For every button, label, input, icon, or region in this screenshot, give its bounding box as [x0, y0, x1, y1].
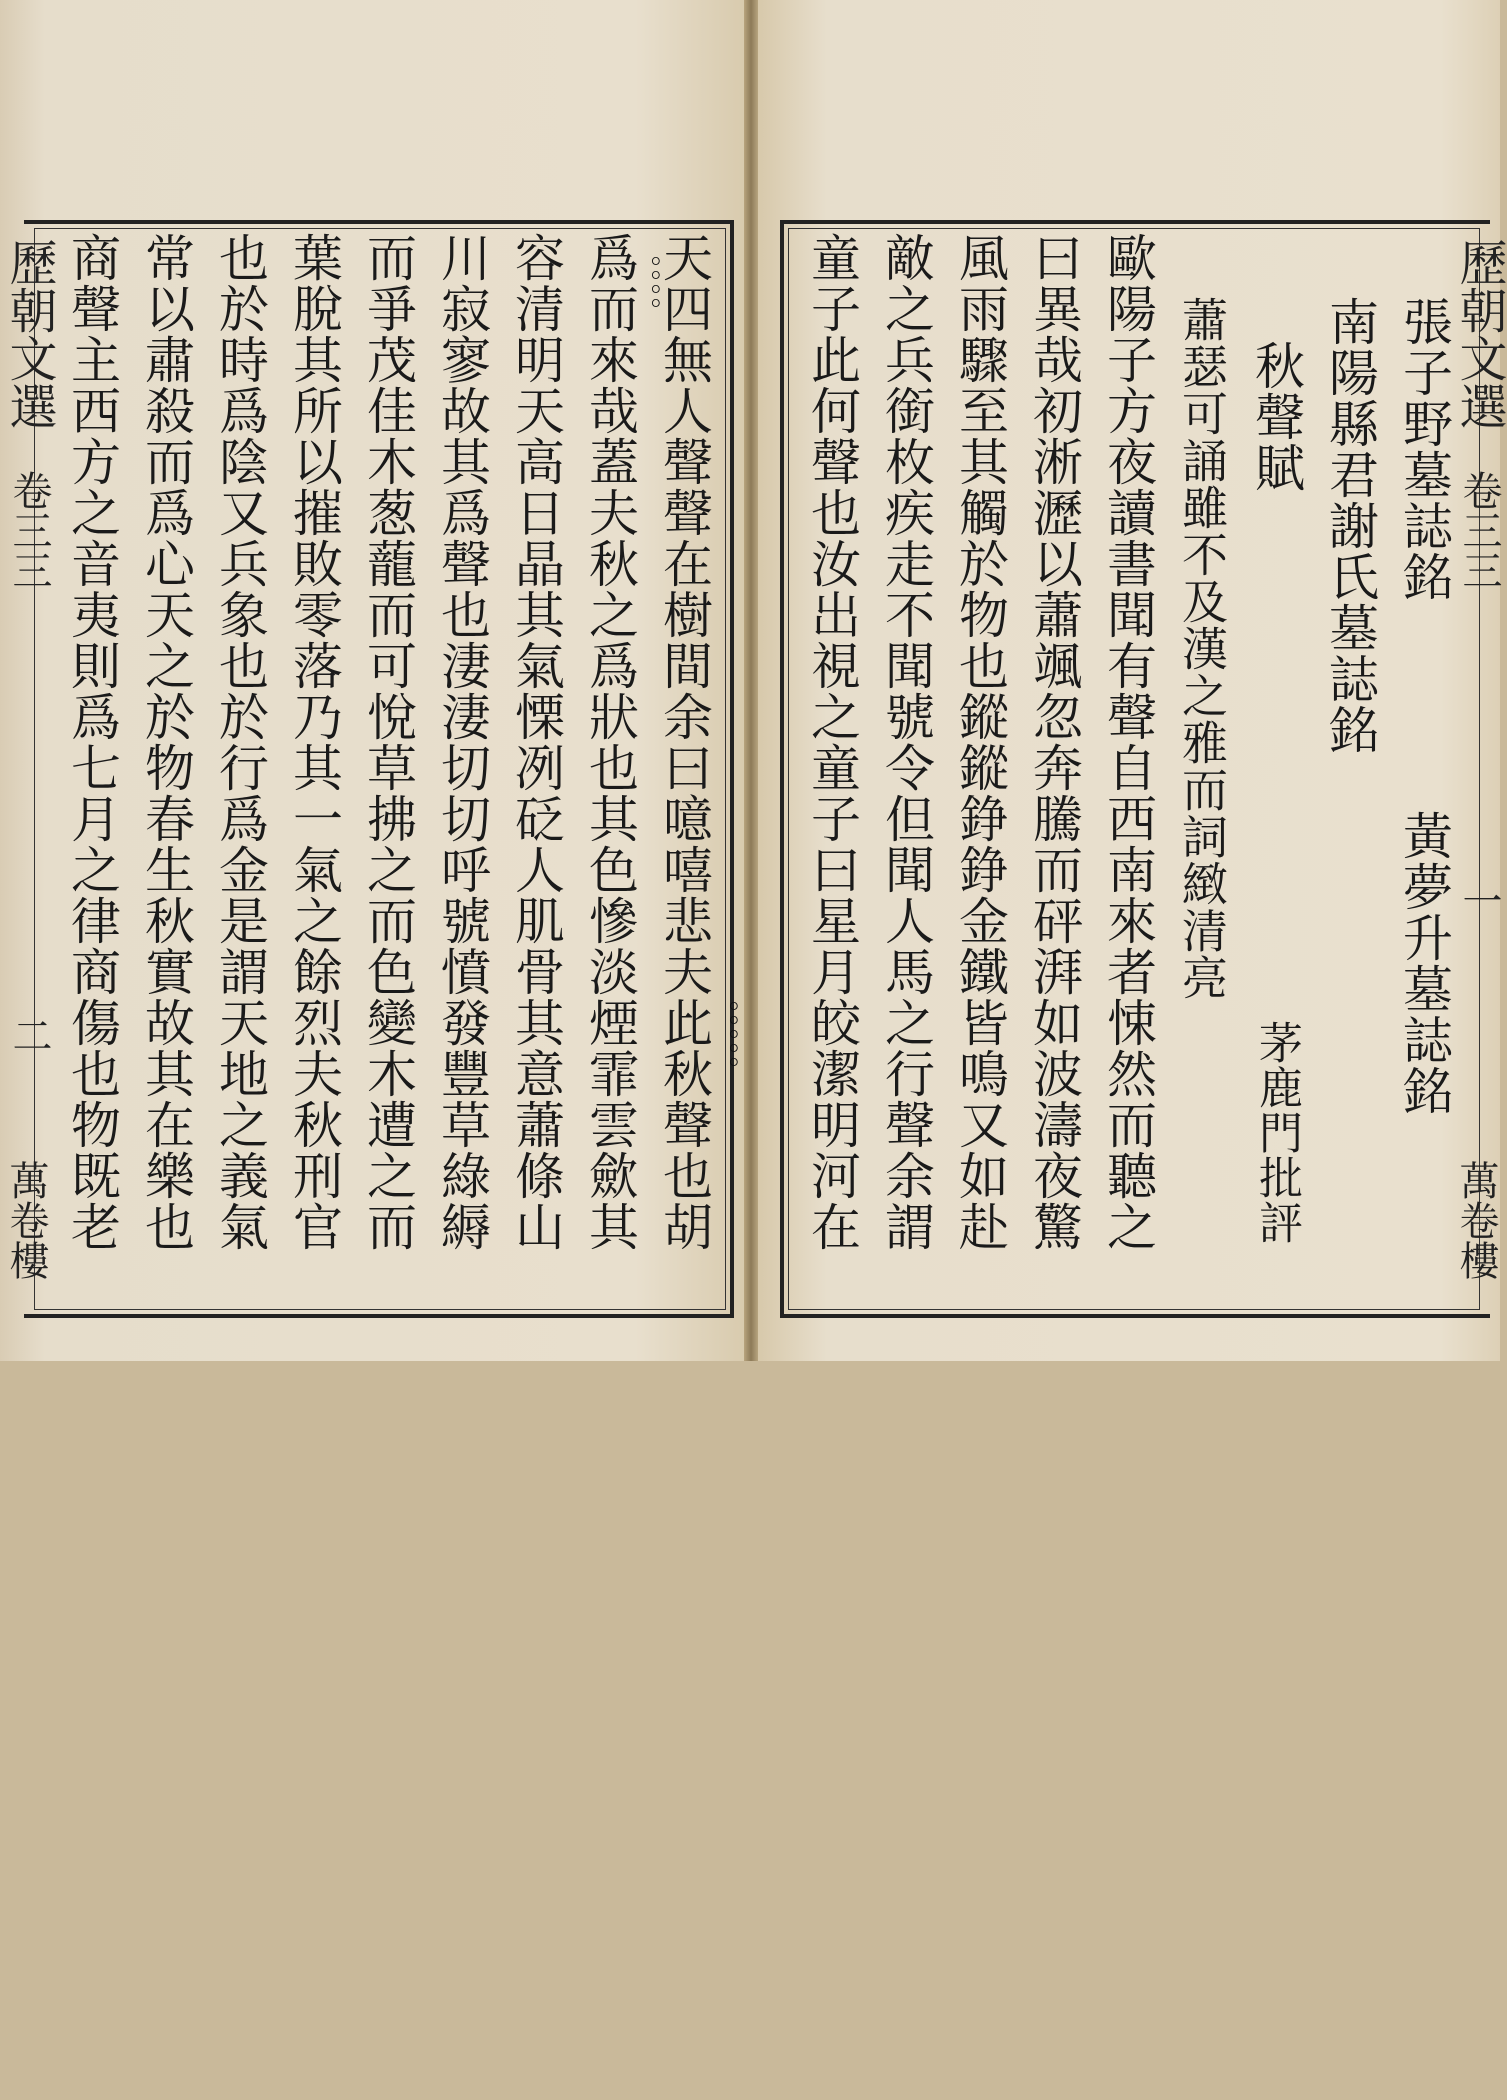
right-column-3: 黃夢升墓誌銘 [1395, 810, 1453, 1116]
right-column-6: 蕭瑟可誦雖不及漢之雅而詞緻清亮 [1175, 296, 1229, 1001]
left-column-2: 爲而來哉蓋夫秋之爲狀也其色慘淡煙霏雲歛其 [581, 232, 639, 1252]
right-spine-publisher: 萬卷樓 [1453, 1160, 1499, 1280]
right-column-11: 童子此何聲也汝出視之童子曰星月皎潔明河在 [803, 232, 861, 1252]
right-column-5: 茅鹿門批評 [1251, 1020, 1302, 1245]
right-column-10: 敵之兵銜枚疾走不聞號令但聞人馬之行聲余謂 [877, 232, 935, 1252]
right-spine-page: 一 [1456, 880, 1502, 920]
right-column-2: 南陽縣君謝氏墓誌銘 [1321, 296, 1379, 755]
left-column-6: 葉脫其所以摧敗零落乃其一氣之餘烈夫秋刑官 [285, 232, 343, 1252]
left-column-8: 常以肅殺而爲心天之於物春生秋實故其在樂也 [137, 232, 195, 1252]
right-column-9: 風雨驟至其觸於物也鏦鏦錚錚金鐵皆鳴又如赴 [951, 232, 1009, 1252]
right-column-8: 曰異哉初淅瀝以蕭颯忽奔騰而砰湃如波濤夜驚 [1025, 232, 1083, 1252]
right-column-4: 秋聲賦 [1247, 340, 1305, 493]
right-column-1: 張子野墓誌銘 [1395, 296, 1453, 602]
emphasis-circles-top: 。。。。 [630, 255, 663, 325]
left-column-3: 容清明天高日晶其氣慄冽砭人肌骨其意蕭條山 [507, 232, 565, 1252]
emphasis-circles-bottom: 。。。。。 [708, 1000, 741, 1084]
left-column-1: 天四無人聲聲在樹間余曰噫嘻悲夫此秋聲也胡 [655, 232, 713, 1252]
left-spine-title: 歷朝文選 [1, 238, 57, 430]
right-column-7: 歐陽子方夜讀書聞有聲自西南來者悚然而聽之 [1099, 232, 1157, 1252]
left-column-9: 商聲主西方之音夷則爲七月之律商傷也物既老 [63, 232, 121, 1252]
book-gutter [744, 0, 758, 1361]
left-spine-volume: 卷三三 [6, 470, 52, 590]
left-spine-page: 二 [6, 1015, 52, 1055]
left-column-7: 也於時爲陰又兵象也於行爲金是謂天地之義氣 [211, 232, 269, 1252]
right-spine-volume: 卷三三 [1456, 470, 1502, 590]
right-spine-title: 歷朝文選 [1451, 238, 1507, 430]
left-column-5: 而爭茂佳木葱蘢而可悅草拂之而色變木遭之而 [359, 232, 417, 1252]
left-spine-publisher: 萬卷樓 [3, 1160, 49, 1280]
left-column-4: 川寂寥故其爲聲也淒淒切切呼號憤發豐草綠縟 [433, 232, 491, 1252]
